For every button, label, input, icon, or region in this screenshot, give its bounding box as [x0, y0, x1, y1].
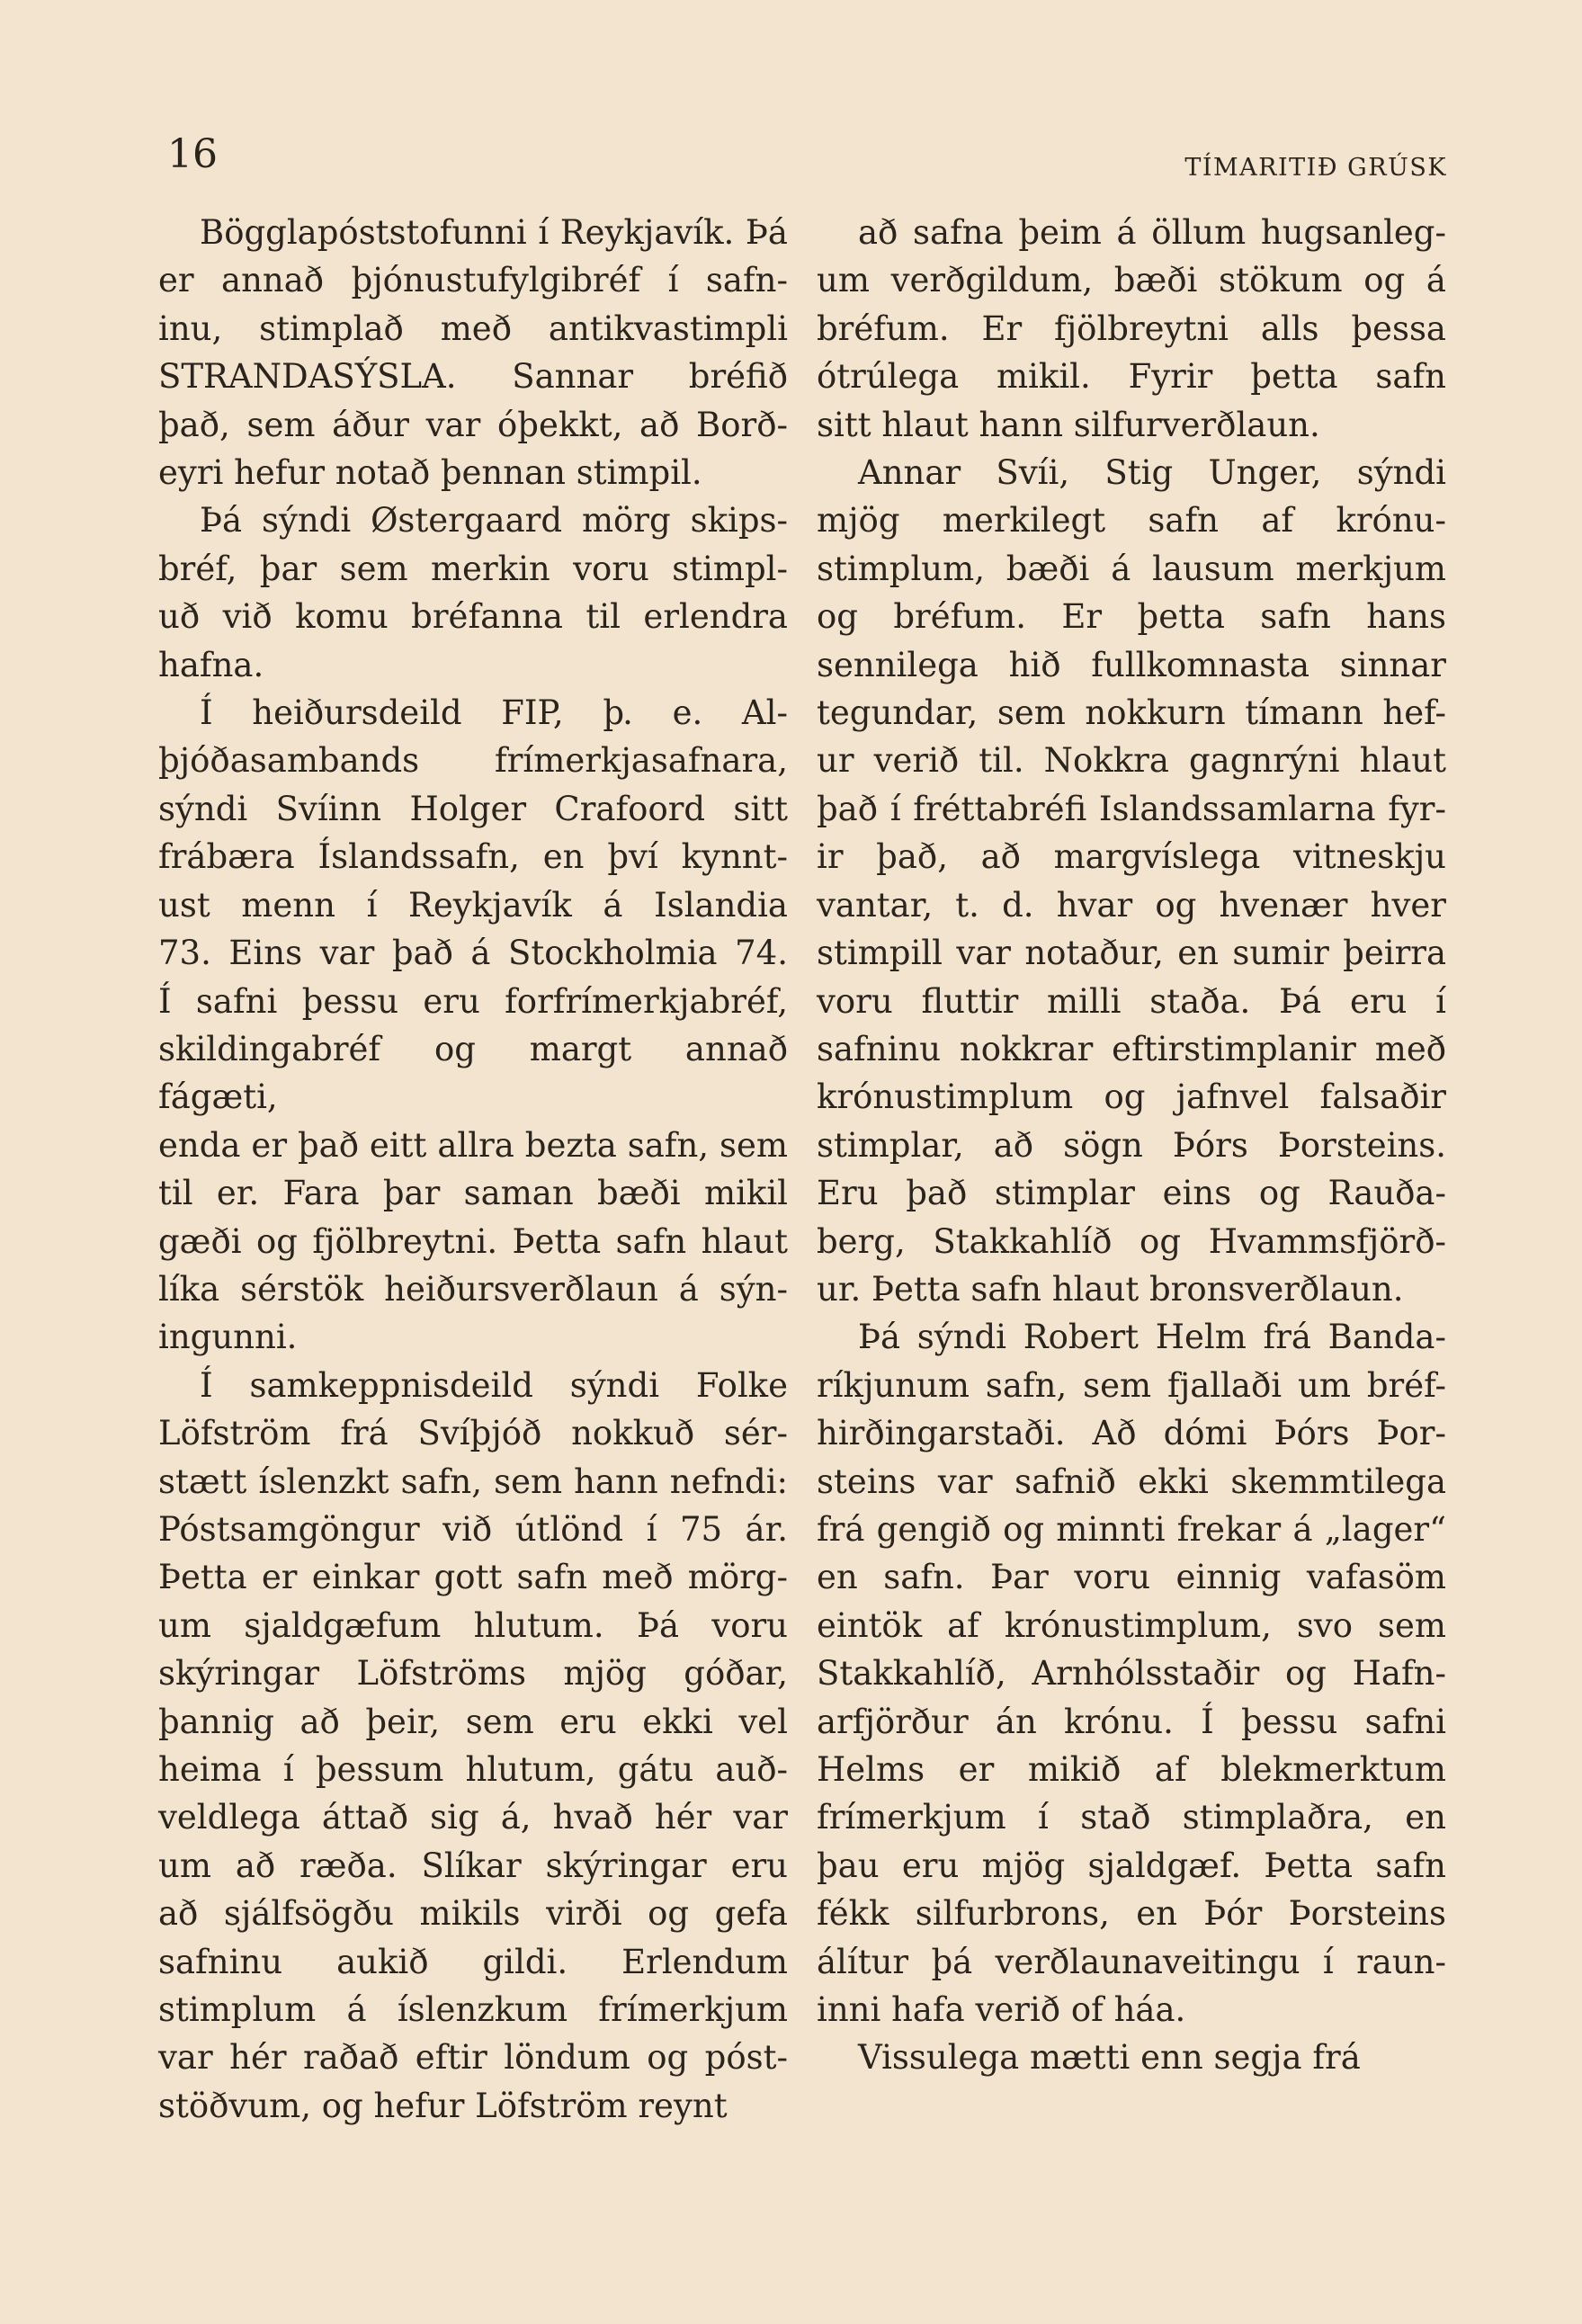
- text-line: það í fréttabréfi Islandssamlarna fyr-: [817, 789, 1446, 828]
- text-line: vantar, t. d. hvar og hvenær hver: [817, 885, 1446, 925]
- text-line: uð við komu bréfanna til erlendra: [158, 597, 788, 637]
- text-line: stimpill var notaður, en sumir þeirra: [817, 934, 1446, 973]
- text-line: en safn. Þar voru einnig vafasöm: [817, 1558, 1446, 1597]
- text-line: Þá sýndi Robert Helm frá Banda-: [858, 1318, 1446, 1357]
- text-line: Helms er mikið af blekmerktum: [817, 1750, 1446, 1789]
- text-line: álítur þá verðlaunaveitingu í raun-: [817, 1942, 1446, 1981]
- text-line: frábæra Íslandssafn, en því kynnt-: [158, 837, 788, 877]
- page-number: 16: [167, 131, 218, 177]
- text-line: ir það, að margvíslega vitneskju: [817, 837, 1446, 877]
- text-line: Póstsamgöngur við útlönd í 75 ár.: [158, 1509, 788, 1549]
- text-line: það, sem áður var óþekkt, að Borð-: [158, 405, 788, 444]
- text-line: sennilega hið fullkomnasta sinnar: [817, 645, 1446, 684]
- text-line: inu, stimplað með antikvastimpli: [158, 308, 788, 348]
- text-line: um að ræða. Slíkar skýringar eru: [158, 1846, 788, 1885]
- text-line: þannig að þeir, sem eru ekki vel: [158, 1702, 788, 1741]
- text-line: stætt íslenzkt safn, sem hann nefndi:: [158, 1461, 788, 1501]
- text-line: ótrúlega mikil. Fyrir þetta safn: [817, 357, 1446, 397]
- text-line: ur. Þetta safn hlaut bronsverðlaun.: [817, 1269, 1404, 1309]
- text-line: stöðvum, og hefur Löfström reynt: [158, 2086, 728, 2125]
- text-line: STRANDASÝSLA. Sannar bréfið: [158, 357, 788, 397]
- text-line: hafna.: [158, 645, 264, 684]
- text-line: Vissulega mætti enn segja frá: [858, 2038, 1361, 2078]
- text-line: ríkjunum safn, sem fjallaði um bréf-: [817, 1365, 1446, 1405]
- text-line: frá gengið og minnti frekar á „lager“: [817, 1509, 1446, 1549]
- text-line: ur verið til. Nokkra gagnrýni hlaut: [817, 741, 1446, 781]
- text-line: Í safni þessu eru forfrímerkjabréf,: [158, 981, 788, 1021]
- text-line: Annar Svíi, Stig Unger, sýndi: [858, 453, 1446, 493]
- text-line: stimplum á íslenzkum frímerkjum: [158, 1990, 788, 2030]
- text-line: safninu nokkrar eftirstimplanir með: [817, 1029, 1446, 1068]
- text-line: stimplum, bæði á lausum merkjum: [817, 549, 1446, 588]
- text-line: sýndi Svíinn Holger Crafoord sitt: [158, 789, 788, 828]
- text-line: skýringar Löfströms mjög góðar,: [158, 1654, 788, 1694]
- text-line: skildingabréf og margt annað fágæti,: [158, 1029, 788, 1117]
- text-line: Eru það stimplar eins og Rauða-: [817, 1174, 1446, 1213]
- text-line: Stakkahlíð, Arnhólsstaðir og Hafn-: [817, 1654, 1446, 1694]
- text-line: er annað þjónustufylgibréf í safn-: [158, 261, 788, 300]
- text-line: enda er það eitt allra bezta safn, sem: [158, 1125, 788, 1165]
- text-line: heima í þessum hlutum, gátu auð-: [158, 1750, 788, 1789]
- text-line: og bréfum. Er þetta safn hans: [817, 597, 1446, 637]
- text-line: veldlega áttað sig á, hvað hér var: [158, 1798, 788, 1837]
- text-line: Í samkeppnisdeild sýndi Folke: [200, 1365, 788, 1405]
- text-line: voru fluttir milli staða. Þá eru í: [817, 981, 1446, 1021]
- text-line: Í heiðursdeild FIP, þ. e. Al-: [200, 693, 788, 733]
- text-line: líka sérstök heiðursverðlaun á sýn-: [158, 1269, 788, 1309]
- text-line: gæði og fjölbreytni. Þetta safn hlaut: [158, 1221, 788, 1261]
- text-line: Þetta er einkar gott safn með mörg-: [158, 1558, 788, 1597]
- text-line: mjög merkilegt safn af krónu-: [817, 501, 1446, 541]
- text-column-right: [817, 209, 1446, 2082]
- text-line: um verðgildum, bæði stökum og á: [817, 261, 1446, 300]
- text-line: að safna þeim á öllum hugsanleg-: [858, 213, 1446, 252]
- text-line: arfjörður án krónu. Í þessu safni: [817, 1702, 1446, 1741]
- text-line: eintök af krónustimplum, svo sem: [817, 1605, 1446, 1645]
- text-line: til er. Fara þar saman bæði mikil: [158, 1174, 788, 1213]
- text-line: eyri hefur notað þennan stimpil.: [158, 453, 702, 493]
- text-line: frímerkjum í stað stimplaðra, en: [817, 1798, 1446, 1837]
- text-line: þjóðasambands frímerkjasafnara,: [158, 741, 788, 781]
- text-line: að sjálfsögðu mikils virði og gefa: [158, 1894, 788, 1934]
- text-line: 73. Eins var það á Stockholmia 74.: [158, 934, 788, 973]
- text-line: Þá sýndi Østergaard mörg skips-: [200, 501, 788, 541]
- text-line: steins var safnið ekki skemmtilega: [817, 1461, 1446, 1501]
- text-line: tegundar, sem nokkurn tímann hef-: [817, 693, 1446, 733]
- text-line: ingunni.: [158, 1318, 298, 1357]
- text-line: safninu aukið gildi. Erlendum: [158, 1942, 788, 1981]
- text-line: Bögglapóststofunni í Reykjavík. Þá: [200, 213, 788, 252]
- text-line: bréf, þar sem merkin voru stimpl-: [158, 549, 788, 588]
- text-line: inni hafa verið of háa.: [817, 1990, 1186, 2030]
- text-line: bréfum. Er fjölbreytni alls þessa: [817, 308, 1446, 348]
- running-head: TÍMARITIÐ GRÚSK: [1184, 154, 1447, 182]
- text-line: Löfström frá Svíþjóð nokkuð sér-: [158, 1414, 788, 1453]
- text-line: sitt hlaut hann silfurverðlaun.: [817, 405, 1320, 444]
- text-line: ust menn í Reykjavík á Islandia: [158, 885, 788, 925]
- text-line: fékk silfurbrons, en Þór Þorsteins: [817, 1894, 1446, 1934]
- text-line: hirðingarstaði. Að dómi Þórs Þor-: [817, 1414, 1446, 1453]
- text-line: krónustimplum og jafnvel falsaðir: [817, 1077, 1446, 1117]
- text-column-left: [158, 209, 788, 2130]
- text-line: var hér raðað eftir löndum og póst-: [158, 2038, 788, 2078]
- text-line: um sjaldgæfum hlutum. Þá voru: [158, 1605, 788, 1645]
- text-line: stimplar, að sögn Þórs Þorsteins.: [817, 1125, 1446, 1165]
- text-line: þau eru mjög sjaldgæf. Þetta safn: [817, 1846, 1446, 1885]
- text-line: berg, Stakkahlíð og Hvammsfjörð-: [817, 1221, 1446, 1261]
